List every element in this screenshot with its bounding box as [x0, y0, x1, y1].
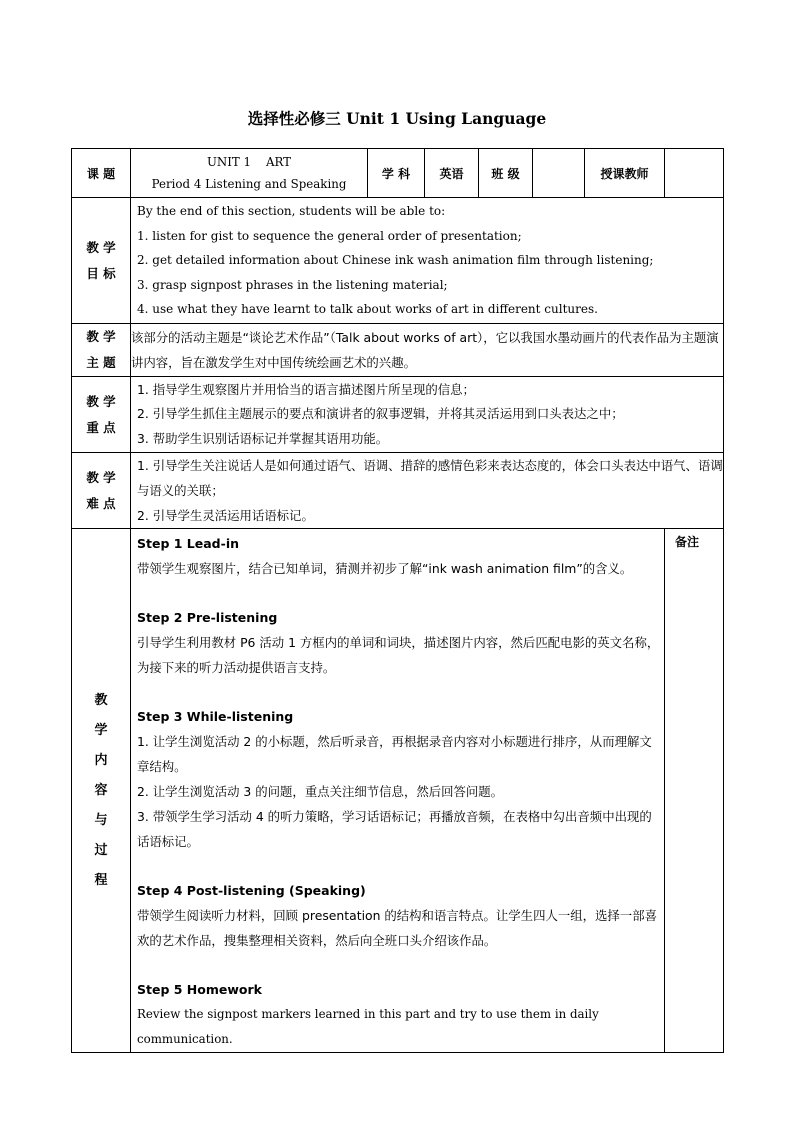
- process-label-char: 容: [94, 782, 108, 798]
- topic-label: 课 题: [72, 149, 131, 198]
- document-title: 选择性必修三 Unit 1 Using Language: [247, 109, 547, 128]
- difficulty-line: 2. 引导学生灵活运用话语标记。: [137, 508, 314, 523]
- step-title: Step 5 Homework: [137, 982, 262, 997]
- process-label-char: 学: [94, 722, 108, 738]
- difficulty-line: 1. 引导学生关注说话人是如何通过语气、语调、措辞的感情色彩来表达态度的，体会口头表达中语气、语调与语义的关联；: [137, 458, 723, 498]
- objective-line: 2. get detailed information about Chinese ink wash animation film through listening;: [137, 253, 654, 268]
- difficulties-label-top: 教 学: [86, 469, 116, 485]
- difficulties-row: [72, 453, 724, 529]
- step-title: Step 4 Post-listening (Speaking): [137, 883, 366, 898]
- step-text: Review the signpost markers learned in this part and try to use them in daily communication.: [137, 1007, 599, 1046]
- difficulties-label: [72, 453, 131, 529]
- process-label: [72, 529, 131, 1053]
- key-points-label: [72, 377, 131, 453]
- theme-label: [72, 324, 131, 377]
- spacer: [131, 581, 664, 605]
- process-label-char: 过: [94, 842, 108, 858]
- notes-column: 备注: [665, 529, 724, 1053]
- key-point-line: 1. 指导学生观察图片并用恰当的语言描述图片所呈现的信息；: [137, 381, 475, 397]
- key-points-content: [131, 377, 724, 453]
- unit-cell: [131, 149, 368, 198]
- objective-line: 4. use what they have learnt to talk about works of art in different cultures.: [137, 302, 598, 317]
- theme-content: 该部分的活动主题是“谈论艺术作品”（Talk about works of art），它以我国水墨动画片的代表作品为主题演讲内容，旨在激发学生对中国传统绘画艺术的兴趣。: [131, 324, 724, 377]
- spacer: [131, 680, 664, 704]
- process-content: [131, 529, 665, 1053]
- key-point-line: 3. 帮助学生识别话语标记并掌握其语用功能。: [137, 430, 389, 446]
- step-title: Step 2 Pre-listening: [137, 610, 278, 625]
- period-title: Period 4 Listening and Speaking: [151, 177, 347, 191]
- spacer: [131, 854, 664, 878]
- objective-line: 1. listen for gist to sequence the general order of presentation;: [137, 228, 522, 243]
- unit-title: UNIT 1 ART: [206, 155, 292, 169]
- process-label-char: 程: [94, 872, 108, 888]
- header-row: [72, 149, 724, 198]
- objectives-label-top: 教 学: [86, 239, 116, 255]
- objectives-content: [131, 198, 724, 324]
- process-row: [72, 529, 724, 1053]
- objective-line: 3. grasp signpost phrases in the listening material;: [137, 277, 448, 292]
- subject-value: 英语: [425, 149, 479, 198]
- theme-label-bottom: 主 题: [86, 355, 116, 370]
- key-point-line: 2. 引导学生抓住主题展示的要点和演讲者的叙事逻辑，并将其灵活运用到口头表达之中；: [137, 406, 624, 422]
- step-item: 1. 让学生浏览活动 2 的小标题，然后听录音，再根据录音内容对小标题进行排序，从而理解文章结构。: [137, 734, 652, 774]
- step-text: 引导学生利用教材 P6 活动 1 方框内的单词和词块，描述图片内容，然后匹配电影的英文名称，为接下来的听力活动提供语言支持。: [137, 635, 660, 675]
- difficulties-content: [131, 453, 724, 529]
- teacher-value: [665, 149, 724, 198]
- key-points-label-bottom: 重 点: [86, 419, 116, 435]
- step-item: 2. 让学生浏览活动 3 的问题，重点关注细节信息，然后回答问题。: [137, 784, 504, 799]
- key-points-row: [72, 377, 724, 453]
- class-value: [533, 149, 585, 198]
- difficulties-label-bottom: 难 点: [86, 495, 116, 511]
- key-points-label-top: 教 学: [86, 393, 116, 409]
- theme-label-top: 教 学: [86, 329, 116, 344]
- step-text: 带领学生阅读听力材料，回顾 presentation 的结构和语言特点。让学生四人一组，选择一部喜欢的艺术作品，搜集整理相关资料，然后向全班口头介绍该作品。: [137, 908, 657, 948]
- lesson-plan-table: [71, 148, 724, 1053]
- step-text: 带领学生观察图片，结合已知单词，猜测并初步了解“ink wash animation film”的含义。: [137, 561, 633, 576]
- step-title: Step 3 While-listening: [137, 709, 294, 724]
- class-label: 班 级: [479, 149, 533, 198]
- process-label-char: 内: [94, 752, 108, 768]
- process-label-char: 与: [94, 812, 108, 828]
- objectives-row: [72, 198, 724, 324]
- step-title: Step 1 Lead-in: [137, 536, 240, 551]
- theme-row: [72, 324, 724, 377]
- objective-line: By the end of this section, students will be able to:: [137, 204, 446, 219]
- subject-label: 学 科: [368, 149, 425, 198]
- spacer: [131, 953, 664, 977]
- step-item: 3. 带领学生学习活动 4 的听力策略，学习话语标记；再播放音频，在表格中勾出音频中出现的话语标记。: [137, 809, 652, 849]
- objectives-label: [72, 198, 131, 324]
- process-label-char: 教: [94, 692, 108, 708]
- objectives-label-bottom: 目 标: [86, 265, 116, 281]
- teacher-label: 授课教师: [585, 149, 665, 198]
